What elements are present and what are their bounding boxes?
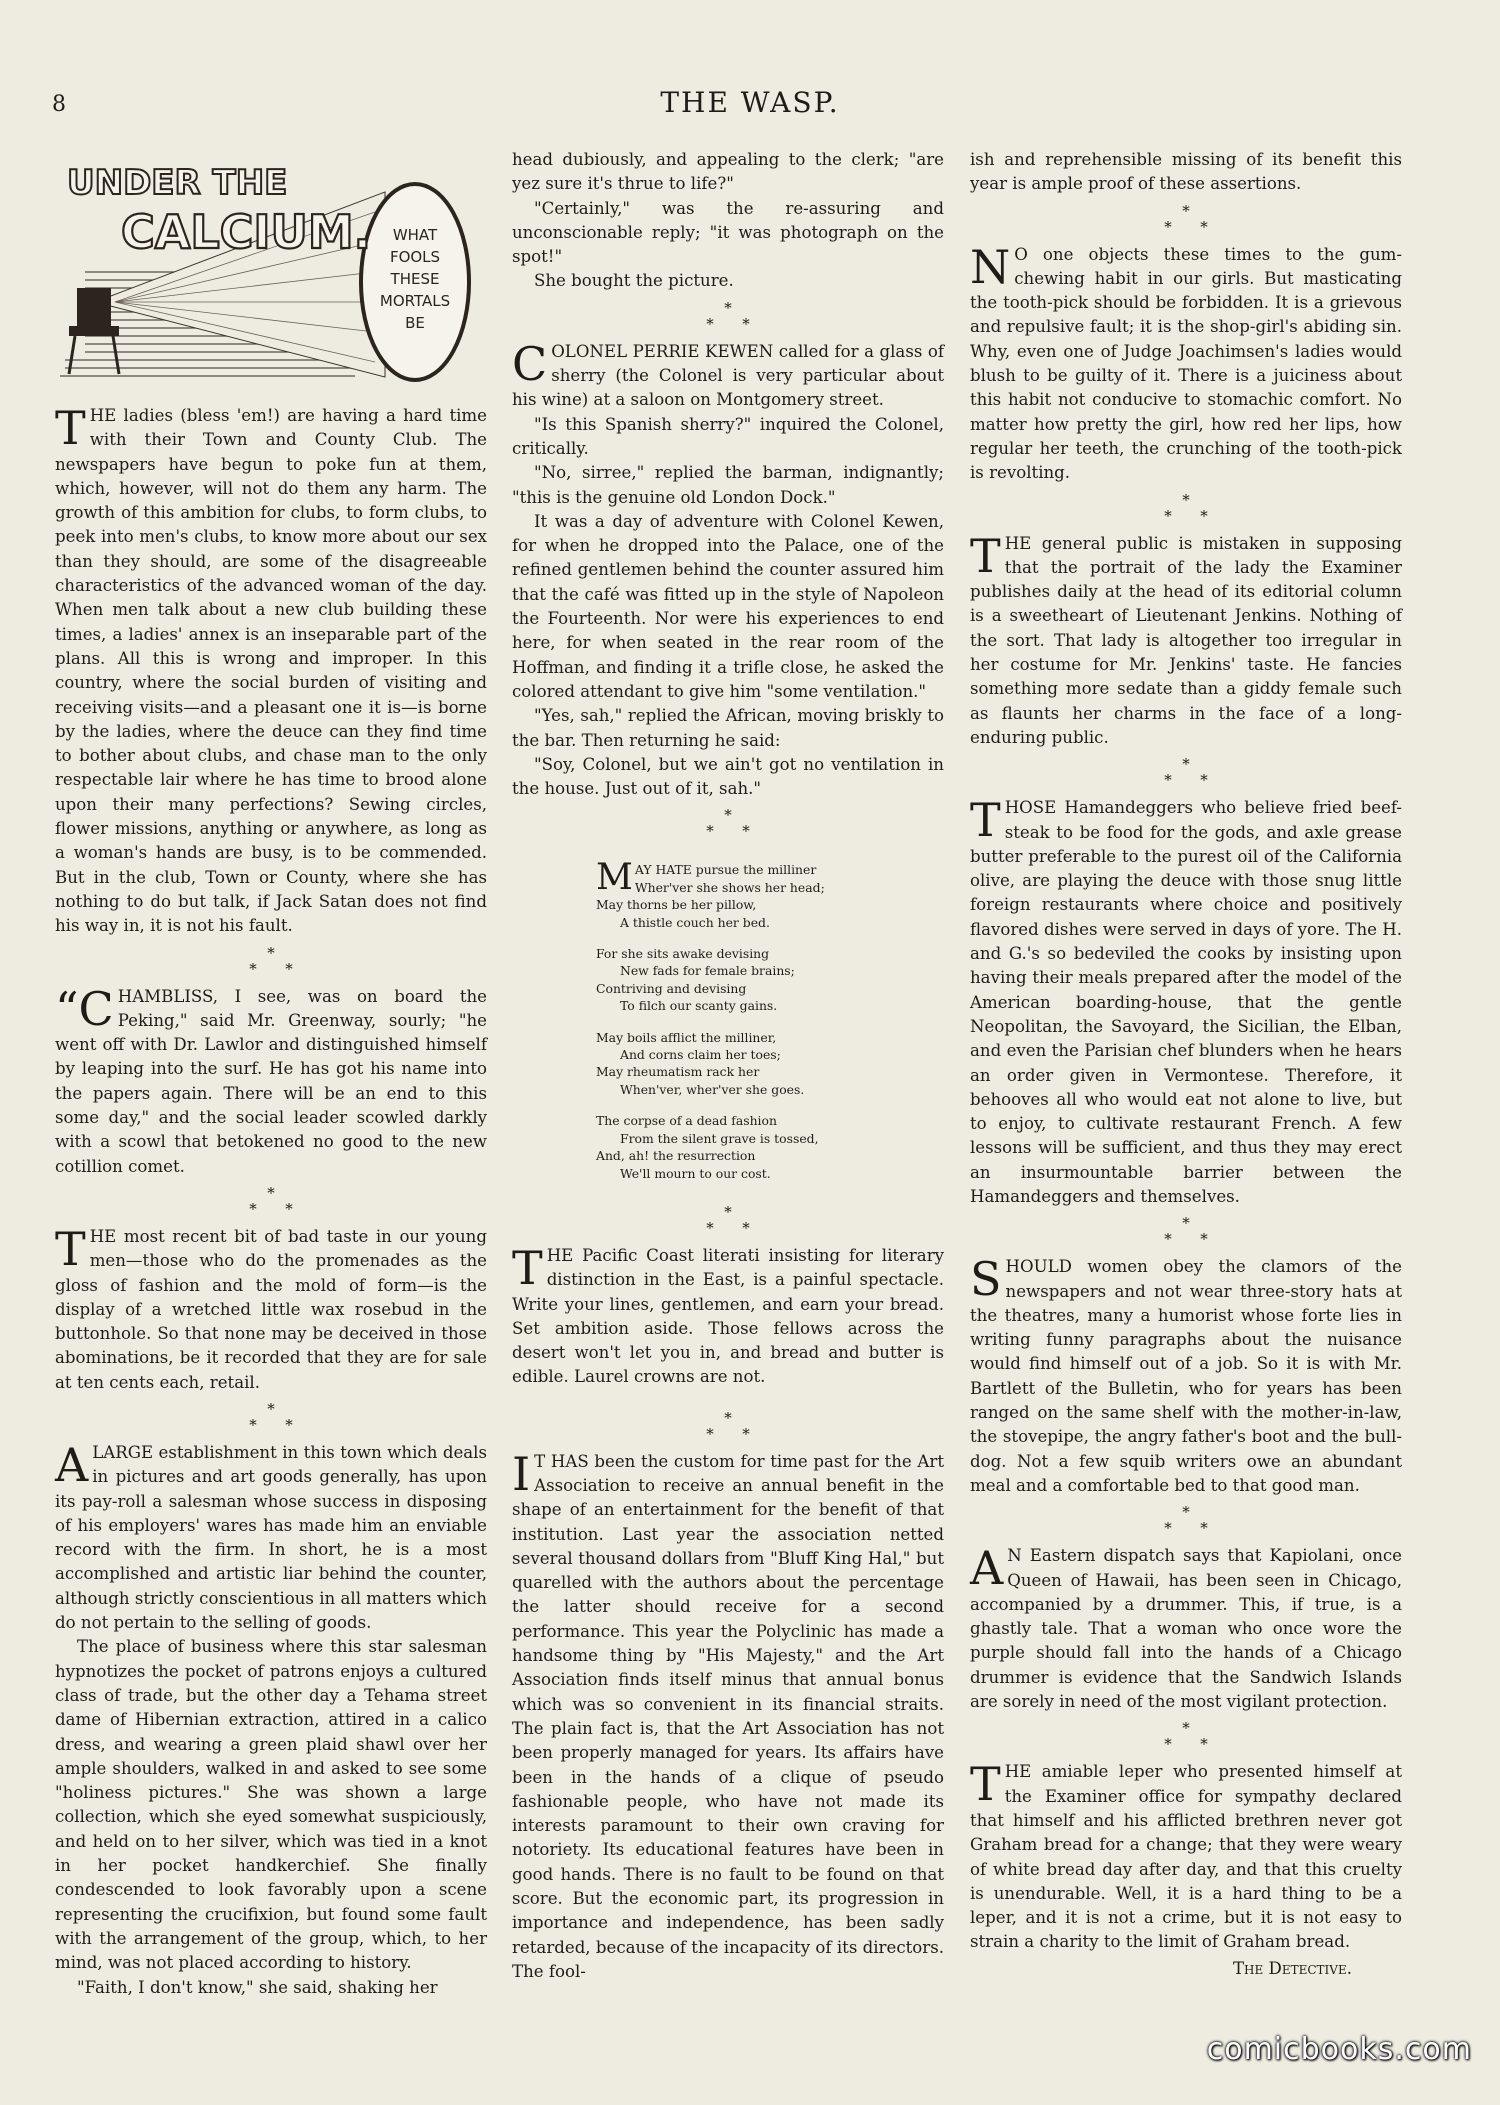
item-literati [512,1240,944,1390]
column-1 [55,148,487,2000]
paragraph: HOSE Hamandeggers who believe fried beef-steak to be food for the gods, and axle grease butter preferable to the purest oil of the California olive, are playing the deuce with those snug little foreign restaurants where choice and positively flavored dishes were served in days of yore. The H. and G.'s so bedeviled the cooks by insisting upon having their meals prepared after the model of the American boarding-house, that the gentle Neopolitan, the Savoyard, the Sicilian, the Elban, and even the Parisian chef blunders when he hears an order given in Vermontese. Therefore, it behooves all who would eat not alone to live, but to enjoy, to cultivate restaurant French. A few lessons will be sufficient, and thus they may erect an insurmountable barrier between the Hamandeggers and themselves. [970,798,1402,1206]
signature: The Detective. [1232,1958,1352,1978]
column-title-line-2: CALCIUM. [121,205,372,259]
paragraph: It was a day of adventure with Colonel Kewen, for when he dropped into the Palace, one of the refined gentlemen behind the counter assured him that the café was fitted up in the style of Napoleon the Fourteenth. Nor were his experiences to end here, for when seated in the rear room of the Hoffman, and finding it a trifle close, he asked the colored attendant to give him "some ventilation." [512,511,944,701]
slogan-line-2: FOOLS [389,248,441,266]
paragraph: OLONEL PERRIE KEWEN called for a glass of sherry (the Colonel is very particular about his wine) at a saloon on Montgomery street. [512,341,944,410]
paragraph: HE amiable leper who presented himself at the Examiner office for sympathy declared that himself and his afflicted brethren never got Graham bread for a change; that they were weary of white bread day after day, and that this cruelty is unendurable. Well, it is a hard thing to be a leper, and it is not a crime, but it is not easy to strain a charity to the limit of Graham bread. [970,1762,1402,1952]
paragraph: "Yes, sah," replied the African, moving briskly to the bar. Then returning he said: [512,706,944,750]
paragraph: ish and reprehensible missing of its benefit this year is ample proof of these assertions. [970,150,1402,194]
item-art-association [512,1446,944,1985]
section-divider: * * * [706,806,750,841]
paragraph: head dubiously, and appealing to the clerk; "are yez sure it's thrue to life?" [512,150,944,194]
dropcap: N [970,239,1011,294]
section-divider: * * * [706,298,750,333]
poem-milliner [596,857,944,1182]
paragraph: "No, sirree," replied the barman, indignantly; "this is the genuine old London Dock." [512,463,944,507]
section-divider: * * * [249,943,293,978]
calcium-light-illustration [55,152,487,390]
item-hamandeggers [970,793,1402,1209]
section-divider: * * * [249,1399,293,1434]
dropcap: T [512,1240,543,1295]
watermark: comicbooks.com [1206,2032,1472,2067]
paragraph: "Is this Spanish sherry?" inquired the Colonel, critically. [512,414,944,458]
dropcap: T [55,1221,86,1276]
paragraph: T HAS been the custom for time past for the Art Association to receive an annual benefit in the shape of an entertainment for the benefit of that institution. Last year the association netted several thousand dollars from "Bluff King Hal," but quarelled with the authors about the percentage the latter should receive for a second performance. This year the Polyclinic has made a handsome thing by "His Majesty," and the Art Association finds itself minus that annual bonus which was so convenient in its financial straits. The plain fact is, that the Art Association has not been properly managed for years. Its affairs have been in the hands of a clique of pseudo fashionable people, who have not made its interests paramount to their own craving for notoriety. Its educational features have been in good hands. There is no fault to be found on that score. But the economic part, its progression in importance and independence, has been sadly retarded, because of the incapacity of its directors. The fool- [512,1451,944,1981]
dropcap: T [970,793,1001,848]
paragraph: "Certainly," was the re-assuring and unconscionable reply; "it was photograph on the spot!" [512,198,944,267]
column-2 [512,148,944,1984]
poem-stanza: MAY HATE pursue the milliner Wher'ver she shows her head; May thorns be her pillow, A thistle couch her bed. [596,857,825,930]
poem-stanza: The corpse of a dead fashion From the silent grave is tossed, And, ah! the resurrection We'll mourn to our cost. [596,1113,819,1181]
paragraph: HE Pacific Coast literati insisting for literary distinction in the East, is a painful spectacle. Write your lines, gentlemen, and earn your bread. Set ambition aside. Those fellows across the desert won't let you in, and bread and butter is edible. Laurel crowns are not. [512,1245,944,1387]
section-divider: * * * [1164,201,1208,236]
slogan-line-1: WHAT [392,226,438,244]
slogan-line-4: MORTALS [379,292,451,310]
column-header-illustration [55,152,487,390]
paragraph: HE most recent bit of bad taste in our young men—those who do the promenades as the gloss of fashion and the mold of form—is the display of a wretched little wax rosebud in the buttonhole. So that none may be deceived in those abominations, be it recorded that they are for sale at ten cents each, retail. [55,1226,487,1392]
slogan-line-5: BE [405,314,425,332]
item-theatre-hats [970,1252,1402,1498]
section-divider: * * * [249,1183,293,1218]
section-divider: * * * [1164,490,1208,525]
paragraph: The place of business where this star salesman hypnotizes the pocket of patrons enjoys a cultured class of trade, but the other day a Tehama street dame of Hibernian extraction, attired in a calico dress, and wearing a green plaid shawl over her ample shoulders, walked in and asked to see some "holiness pictures." She was shown a large collection, which she eyed somewhat suspiciously, and held on to her silver, which was tied in a knot in her pocket handkerchief. She finally condescended to look favorably upon a scene representing the crucifixion, but found some fault with the arrangement of the group, which, to her mind, was not placed according to history. [55,1637,487,1973]
paragraph: N Eastern dispatch says that Kapiolani, once Queen of Hawaii, has been seen in Chicago, accompanied by a drummer. This, if true, is a ghastly tale. That a woman who once wore the purple should fall into the hands of a Chicago drummer is evidence that the Sandwich Islands are sorely in need of the most vigilant protection. [970,1546,1402,1712]
item-colonel-kewen [512,336,944,802]
dropcap: A [970,1541,1004,1596]
poem-stanza: For she sits awake devising New fads for female brains; Contriving and devising To filch our scanty gains. [596,946,795,1014]
dropcap: C [512,336,548,391]
section-divider: * * * [1164,1719,1208,1754]
item-leper [970,1757,1402,1981]
section-divider: * * * [706,1202,750,1237]
item-rosebud [55,1221,487,1395]
dropcap: T [55,401,86,455]
item-ladies-club [55,401,487,939]
section-divider: * * * [1164,1214,1208,1249]
item-kapiolani [970,1541,1402,1714]
masthead-title: THE WASP. [660,86,840,119]
section-divider: * * * [706,1408,750,1443]
dropcap: S [970,1252,1002,1307]
column-3 [970,148,1402,1981]
page-number: 8 [52,92,66,117]
dropcap: M [596,857,633,899]
dropcap: A [55,1437,89,1492]
paragraph: She bought the picture. [534,271,734,291]
slogan-line-3: THESE [390,270,440,288]
item-tooth-pick [970,239,1402,486]
item-salesman [55,1437,487,2000]
paragraph: "Faith, I don't know," she said, shaking her [77,1977,438,1997]
item-examiner-portrait [970,528,1402,751]
item-chambliss [55,981,487,1179]
paragraph: HAMBLISS, I see, was on board the Peking," said Mr. Greenway, sourly; "he went off with Dr. Lawlor and distinguished himself by leaping into the surf. He has got his name into the papers again. There will be an end to this some day," and the social leader scowled darkly with a scowl that betokened no good to the new cotillion comet. [55,986,487,1176]
dropcap: T [970,528,1001,583]
column-title-line-1: UNDER THE [67,163,288,203]
paragraph: LARGE establishment in this town which deals in pictures and art goods generally, has upon its pay-roll a salesman whose success in disposing of his employers' wares has made him an enviable record with the firm. In short, he is a most accomplished and artistic liar behind the counter, although strictly conscientious in all matters which do not pertain to the selling of goods. [55,1442,487,1633]
section-divider: * * * [1164,1503,1208,1538]
poem-stanza: May boils afflict the milliner, And corns claim her toes; May rheumatism rack her When'ver, wher'ver she goes. [596,1029,805,1097]
paragraph: O one objects these times to the gum-chewing habit in our girls. But masticating the tooth-pick should be forbidden. It is a grievous and repulsive fault; it is the shop-girl's abiding sin. Why, even one of Judge Joachimsen's ladies would blush to be guilty of it. There is a juiciness about this habit not conducive to stomachic comfort. No matter how pretty the girl, how red her lips, how regular her teeth, the crunching of the tooth-pick is revolting. [970,244,1402,483]
paragraph: "Soy, Colonel, but we ain't got no ventilation in the house. Just out of it, sah." [512,754,944,799]
dropcap: T [970,1757,1001,1812]
dropcap: I [512,1446,531,1501]
paragraph: HOULD women obey the clamors of the newspapers and not wear three-story hats at the theatres, many a humorist whose forte lies in writing funny paragraphs about the nuisance would find himself out of a job. So it is with Mr. Bartlett of the Bulletin, who for years has been ranged on the same shelf with the mother-in-law, the stovepipe, the angry father's boot and the bull-dog. Not a few squib writers owe an abundant meal and a comfortable bed to that good man. [970,1257,1402,1495]
dropcap: “C [55,981,114,1036]
paragraph: HE ladies (bless 'em!) are having a hard time with their Town and County Club. The newspapers have begun to poke fun at them, which, however, will not do them any harm. The growth of this ambition for clubs, to form clubs, to peek into men's clubs, to know more about our sex than they should, are some of the disagreeable characteristics of the advanced woman of the day. When men talk about a new club building these times, a ladies' annex is an inseparable part of the plans. All this is wrong and improper. In this country, where the social burden of visiting and receiving visits—and a pleasant one it is—is borne by the ladies, where the deuce can they find time to bother about clubs, and chase man to the only respectable lair where he has time to brood alone upon their many perfections? Sewing circles, flower missions, anything or anywhere, as long as a woman's hands are busy, is to be commended. But in the club, Town or County, where she has nothing to do but talk, if Jack Satan does not find his way in, it is not his fault. [55,406,487,936]
paragraph: HE general public is mistaken in supposing that the portrait of the lady the Examiner publishes daily at the head of its editorial column is a sweetheart of Lieutenant Jenkins. Nothing of the sort. That lady is altogether too irregular in her costume for Mr. Jenkins' taste. He fancies something more sedate than a giddy female such as flaunts her charms in the face of a long-enduring public. [970,533,1402,747]
section-divider: * * * [1164,755,1208,790]
